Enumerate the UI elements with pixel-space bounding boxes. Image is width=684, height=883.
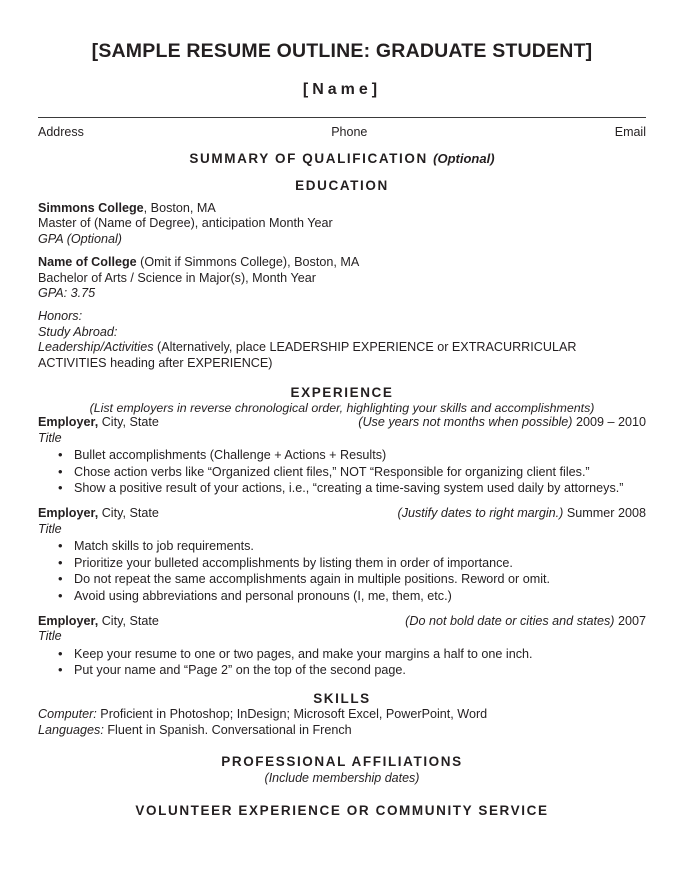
contact-row: [38, 125, 646, 139]
job-employer-bold: Employer,: [38, 506, 99, 521]
education-school-name: Name of College: [38, 255, 137, 270]
list-item: • Show a positive result of your actions, i.e., “creating a time-saving system used daily by attorneys.”: [58, 480, 646, 497]
education-leadership-note: (Alternatively, place LEADERSHIP EXPERIENCE or EXTRACURRICULAR ACTIVITIES heading after EXPERIENCE): [38, 340, 577, 370]
job-dates: [398, 506, 647, 522]
section-heading-affiliations: PROFESSIONAL AFFILIATIONS: [221, 753, 463, 769]
list-item: • Avoid using abbreviations and personal pronouns (I, me, them, etc.): [58, 588, 646, 605]
list-item: • Chose action verbs like “Organized client files,” NOT “Responsible for organizing client files.”: [58, 464, 646, 481]
experience-job-3: [38, 614, 646, 679]
job-employer-bold: Employer,: [38, 415, 99, 430]
list-item: • Prioritize your bulleted accomplishments by listing them in order of importance.: [58, 555, 646, 572]
education-leadership-line: [38, 340, 646, 371]
skills-value-computer: Proficient in Photoshop; InDesign; Microsoft Excel, PowerPoint, Word: [96, 706, 488, 721]
job-employer: [38, 506, 159, 522]
education-school-location: , Boston, MA: [143, 201, 216, 215]
experience-subtitle: (List employers in reverse chronological order, highlighting your skills and accomplishments): [89, 401, 595, 416]
section-heading-education: EDUCATION: [295, 178, 389, 193]
job-date-note: (Justify dates to right margin.): [397, 506, 564, 521]
contact-email: Email: [614, 125, 646, 139]
job-date-value: 2007: [614, 613, 646, 628]
education-extras: [38, 309, 646, 371]
job-employer-location: City, State: [98, 415, 159, 430]
education-gpa: GPA: 3.75: [38, 286, 96, 301]
education-degree: Master of (Name of Degree), anticipation Month Year: [38, 216, 333, 231]
skills-row-languages: [38, 722, 646, 738]
education-degree: Bachelor of Arts / Science in Major(s), Month Year: [38, 270, 316, 285]
education-study-abroad-label: Study Abroad:: [38, 324, 118, 339]
job-employer-location: City, State: [98, 506, 159, 521]
job-bullets: [38, 538, 646, 604]
job-date-note: (Use years not months when possible): [358, 415, 573, 430]
education-school-name: Simmons College: [38, 201, 144, 215]
education-honors-label: Honors:: [38, 309, 83, 324]
page-title: [SAMPLE RESUME OUTLINE: GRADUATE STUDENT]: [91, 40, 593, 62]
job-employer: [38, 614, 159, 630]
job-dates: [405, 614, 646, 630]
job-title: Title: [38, 430, 62, 445]
education-leadership-label: Leadership/Activities: [38, 340, 154, 355]
job-title: Title: [38, 629, 62, 644]
job-employer: [38, 415, 159, 431]
job-header: [38, 415, 646, 431]
contact-phone: Phone: [331, 125, 368, 139]
job-header: [38, 614, 646, 630]
summary-heading-text: SUMMARY OF QUALIFICATION: [189, 151, 428, 166]
job-bullets: [38, 646, 646, 679]
list-item: • Put your name and “Page 2” on the top of the second page.: [58, 662, 646, 679]
experience-job-2: [38, 506, 646, 605]
affiliations-note: (Include membership dates): [264, 770, 420, 785]
education-school-location: (Omit if Simmons College), Boston, MA: [136, 255, 360, 270]
list-item: • Bullet accomplishments (Challenge + Actions + Results): [58, 447, 646, 464]
job-date-value: Summer 2008: [563, 506, 646, 521]
skills-label-computer: Computer:: [38, 706, 97, 721]
skills-row-computer: [38, 706, 646, 722]
skills-value-languages: Fluent in Spanish. Conversational in French: [103, 722, 352, 737]
education-school-line: [38, 201, 646, 216]
section-heading-experience: EXPERIENCE: [290, 385, 394, 401]
header-divider: [38, 117, 646, 118]
candidate-name: [Name]: [302, 81, 382, 98]
job-bullets: [38, 447, 646, 497]
job-employer-location: City, State: [98, 613, 159, 628]
list-item: • Match skills to job requirements.: [58, 538, 646, 555]
section-heading-volunteer: VOLUNTEER EXPERIENCE OR COMMUNITY SERVICE: [135, 802, 549, 818]
education-entry-2: [38, 255, 646, 301]
skills-label-languages: Languages:: [38, 722, 104, 737]
section-heading-summary: [38, 151, 646, 166]
job-header: [38, 506, 646, 522]
list-item: • Do not repeat the same accomplishments again in multiple positions. Reword or omit.: [58, 571, 646, 588]
experience-job-1: [38, 415, 646, 497]
job-dates: [358, 415, 646, 431]
list-item: • Keep your resume to one or two pages, and make your margins a half to one inch.: [58, 646, 646, 663]
education-gpa: GPA (Optional): [38, 231, 122, 246]
education-entry-1: [38, 201, 646, 247]
job-employer-bold: Employer,: [38, 613, 99, 628]
job-date-value: 2009 – 2010: [572, 415, 646, 430]
summary-optional-note: (Optional): [433, 151, 495, 166]
job-title: Title: [38, 521, 62, 536]
contact-address: Address: [38, 125, 84, 139]
education-school-line: [38, 255, 646, 270]
section-heading-skills: SKILLS: [313, 690, 371, 706]
job-date-note: (Do not bold date or cities and states): [405, 613, 615, 628]
